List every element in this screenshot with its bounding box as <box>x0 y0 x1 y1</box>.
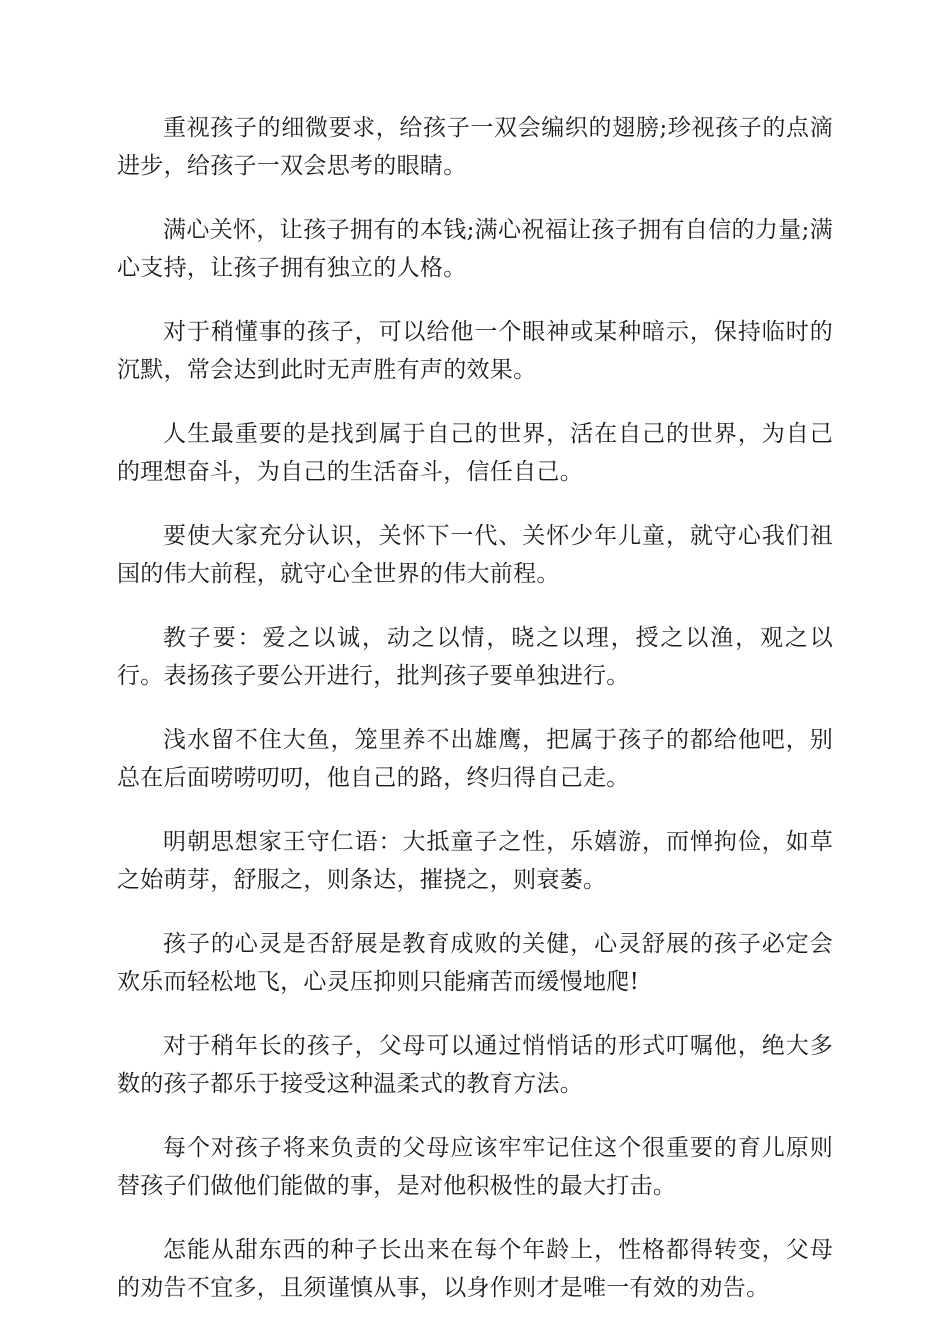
paragraph: 满心关怀，让孩子拥有的本钱;满心祝福让孩子拥有自信的力量;满心支持，让孩子拥有独立的人格。 <box>117 217 833 281</box>
paragraph: 人生最重要的是找到属于自己的世界，活在自己的世界，为自己的理想奋斗，为自己的生活奋斗，信任自己。 <box>117 421 833 485</box>
paragraph: 要使大家充分认识，关怀下一代、关怀少年儿童，就守心我们祖国的伟大前程，就守心全世界的伟大前程。 <box>117 523 833 587</box>
paragraph: 对于稍懂事的孩子，可以给他一个眼神或某种暗示，保持临时的沉默，常会达到此时无声胜有声的效果。 <box>117 319 833 383</box>
paragraph: 每个对孩子将来负责的父母应该牢牢记住这个很重要的育儿原则替孩子们做他们能做的事，是对他积极性的最大打击。 <box>117 1135 833 1199</box>
paragraph: 对于稍年长的孩子，父母可以通过悄悄话的形式叮嘱他，绝大多数的孩子都乐于接受这种温柔式的教育方法。 <box>117 1033 833 1097</box>
document-body <box>117 109 833 1333</box>
paragraph: 怎能从甜东西的种子长出来在每个年龄上，性格都得转变，父母的劝告不宜多，且须谨慎从事，以身作则才是唯一有效的劝告。 <box>117 1237 833 1301</box>
paragraph: 明朝思想家王守仁语：大抵童子之性，乐嬉游，而惮拘俭，如草之始萌芽，舒服之，则条达，摧挠之，则衰萎。 <box>117 829 833 893</box>
paragraph: 重视孩子的细微要求，给孩子一双会编织的翅膀;珍视孩子的点滴进步，给孩子一双会思考的眼睛。 <box>117 115 833 179</box>
paragraph: 孩子的心灵是否舒展是教育成败的关健，心灵舒展的孩子必定会欢乐而轻松地飞，心灵压抑则只能痛苦而缓慢地爬! <box>117 931 833 995</box>
paragraph: 教子要：爱之以诚，动之以情，晓之以理，授之以渔，观之以行。表扬孩子要公开进行，批判孩子要单独进行。 <box>117 625 833 689</box>
paragraph: 浅水留不住大鱼，笼里养不出雄鹰，把属于孩子的都给他吧，别总在后面唠唠叨叨，他自己的路，终归得自己走。 <box>117 727 833 791</box>
